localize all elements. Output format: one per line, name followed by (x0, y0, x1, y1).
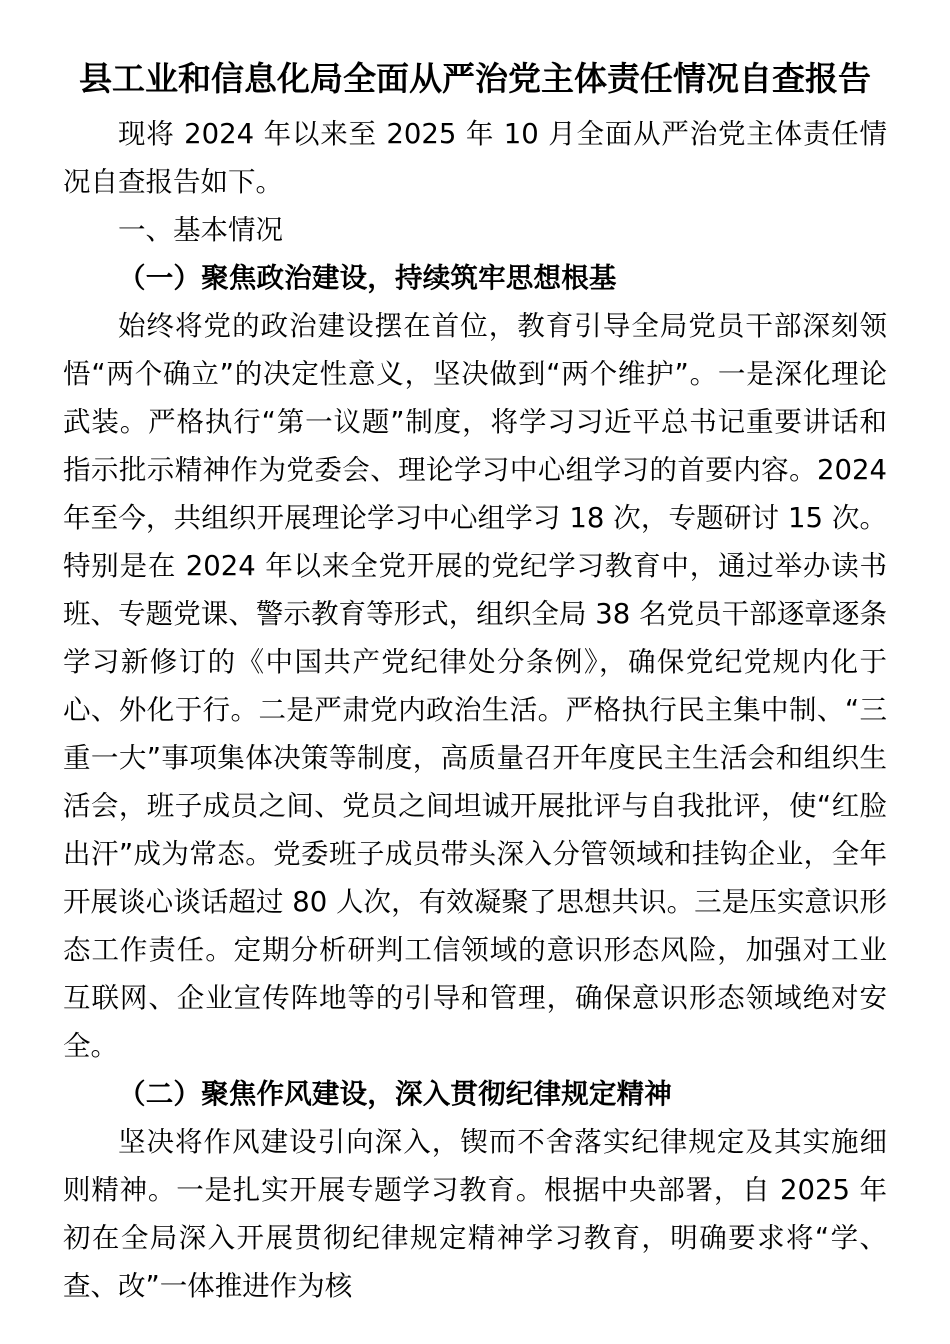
section-heading-basic-situation: 一、基本情况 (118, 214, 283, 246)
subsection-body-political-construction: 始终将党的政治建设摆在首位，教育引导全局党员干部深刻领悟“两个确立”的决定性意义，坚决做到“两个维护”。一是深化理论武装。严格执行“第一议题”制度，将学习习近平总书记重要讲话和指示批示精神作为党委会、理论学习中心组学习的首要内容。2024 年至今，共组织开展理论学习中心组学习 18 次，专题研讨 15 次。特别是在 2024 年以来全党开展的党纪学习教育中，通过举办读书班、专题党课、警示教育等形式，组织全局 38 名党员干部逐章逐条学习新修订的《中国共产党纪律处分条例》，确保党纪党规内化于心、外化于行。二是严肃党内政治生活。严格执行民主集中制、“三重一大”事项集体决策等制度，高质量召开年度民主生活会和组织生活会，班子成员之间、党员之间坦诚开展批评与自我批评，使“红脸出汗”成为常态。党委班子成员带头深入分管领域和挂钩企业，全年开展谈心谈话超过 80 人次，有效凝聚了思想共识。三是压实意识形态工作责任。定期分析研判工信领域的意识形态风险，加强对工业互联网、企业宣传阵地等的引导和管理，确保意识形态领域绝对安全。 (63, 310, 887, 1062)
document-body (63, 0, 887, 1310)
subsection-heading-work-style: （二）聚焦作风建设，深入贯彻纪律规定精神 (118, 1078, 672, 1110)
page-title: 县工业和信息化局全面从严治党主体责任情况自查报告 (79, 59, 871, 98)
subsection-body-work-style: 坚决将作风建设引向深入，锲而不舍落实纪律规定及其实施细则精神。一是扎实开展专题学习教育。根据中央部署，自 2025 年初在全局深入开展贯彻纪律规定精神学习教育，明确要求将“学、查、改”一体推进作为核 (63, 1126, 887, 1302)
subsection-heading-political-construction: （一）聚焦政治建设，持续筑牢思想根基 (118, 262, 617, 294)
intro-paragraph: 现将 2024 年以来至 2025 年 10 月全面从严治党主体责任情况自查报告如下。 (63, 118, 887, 198)
